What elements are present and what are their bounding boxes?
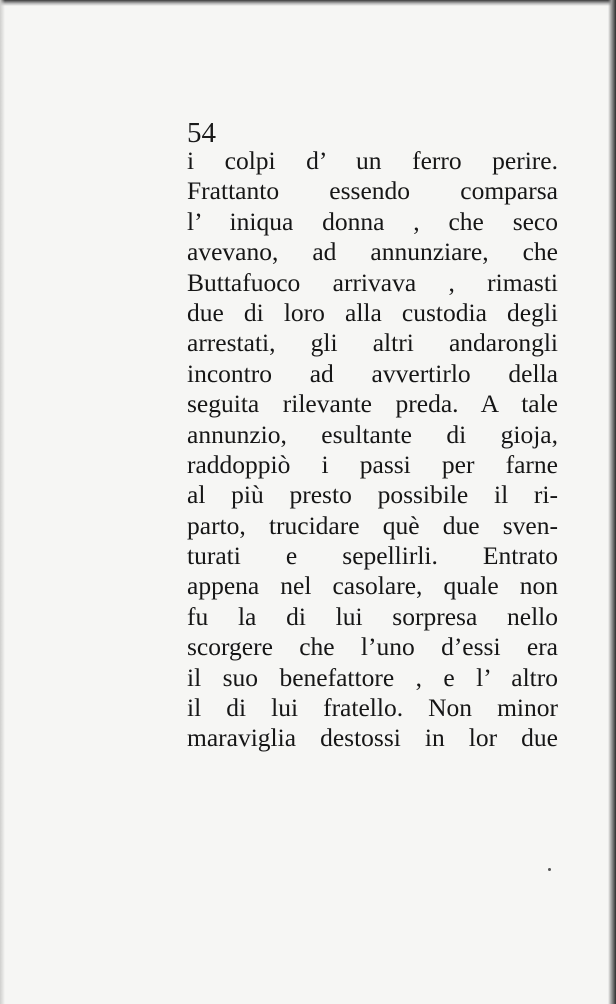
- text-line: parto, trucidare què due sven-: [187, 510, 558, 540]
- page-left-shadow: [0, 0, 5, 1004]
- text-line: l’ iniqua donna , che seco: [187, 206, 558, 236]
- text-line: scorgere che l’uno d’essi era: [187, 632, 558, 662]
- text-line: al più presto possibile il ri-: [187, 480, 558, 510]
- text-line: avevano, ad annunziare, che: [187, 237, 558, 267]
- text-line: turati e sepellirli. Entrato: [187, 541, 558, 571]
- text-line: appena nel casolare, quale non: [187, 571, 558, 601]
- page-text: [187, 146, 558, 754]
- text-line: il di lui fratello. Non minor: [187, 693, 558, 723]
- text-line: annunzio, esultante di gioja,: [187, 419, 558, 449]
- page-right-edge: [608, 0, 616, 1004]
- text-line: raddoppiò i passi per farne: [187, 449, 558, 479]
- ink-speck: [548, 868, 551, 871]
- text-line: il suo benefattore , e l’ altro: [187, 662, 558, 692]
- page-top-edge: [0, 0, 616, 6]
- text-line: maraviglia destossi in lor due: [187, 723, 558, 753]
- text-line: incontro ad avvertirlo della: [187, 358, 558, 388]
- text-line: Buttafuoco arrivava , rimasti: [187, 267, 558, 297]
- text-line: i colpi d’ un ferro perire.: [187, 146, 558, 175]
- page-number: 54: [187, 117, 216, 149]
- text-line: seguita rilevante preda. A tale: [187, 389, 558, 419]
- text-line: due di loro alla custodia degli: [187, 297, 558, 327]
- text-line: arrestati, gli altri andarongli: [187, 328, 558, 358]
- text-line: Frattanto essendo comparsa: [187, 176, 558, 206]
- text-line: fu la di lui sorpresa nello: [187, 601, 558, 631]
